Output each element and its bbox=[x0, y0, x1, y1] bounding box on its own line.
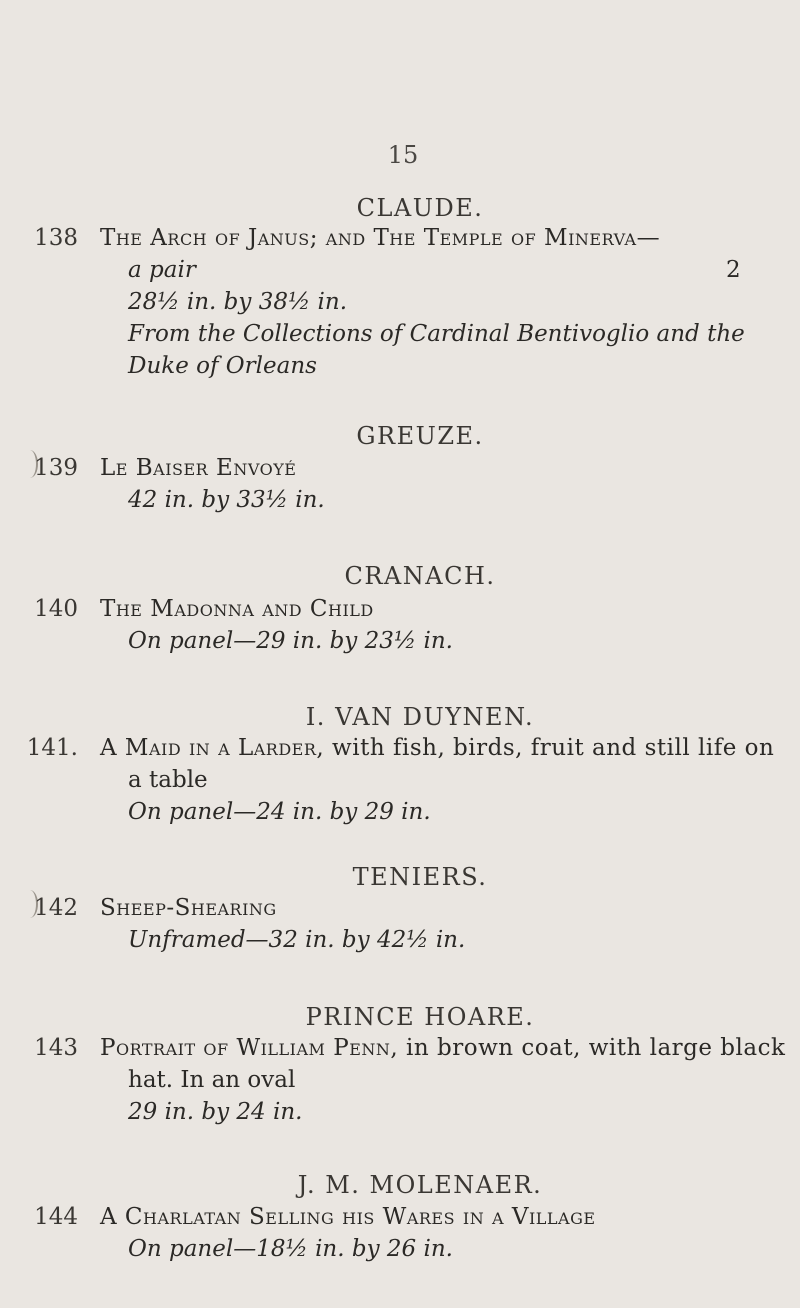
lot-title-rest: in brown coat, with large black bbox=[398, 1035, 786, 1061]
lot-dimensions bbox=[128, 289, 728, 315]
lot-title: Sheep-Shearing bbox=[100, 895, 277, 921]
lot-number: 140 bbox=[34, 596, 78, 622]
artist-name: GREUZE. bbox=[356, 422, 484, 450]
lot-number: 142 bbox=[34, 895, 78, 921]
lot-quantity: 2 bbox=[726, 257, 741, 283]
lot-provenance: From the Collections of Cardinal Bentivoglio and the bbox=[128, 321, 745, 347]
lot-description: hat. In an oval bbox=[128, 1067, 296, 1093]
lot-title: The Madonna and Child bbox=[100, 596, 374, 622]
lot-number: 141. bbox=[26, 735, 78, 761]
lot-title: Le Baiser Envoyé bbox=[100, 455, 297, 481]
lot-dimensions: Unframed—32 in. by 42½ in. bbox=[128, 927, 466, 953]
lot-provenance: Duke of Orleans bbox=[128, 353, 317, 379]
artist-name: J. M. MOLENAER. bbox=[297, 1171, 543, 1199]
lot-title bbox=[100, 735, 790, 761]
artist-name: PRINCE HOARE. bbox=[305, 1003, 535, 1031]
lot-title: A Charlatan Selling his Wares in a Village bbox=[100, 1204, 596, 1230]
lot-dimensions: On panel—29 in. by 23½ in. bbox=[128, 628, 453, 654]
lot-dimensions-text: 28½ in. by 38½ in. bbox=[128, 289, 348, 315]
lot-dimensions: On panel—24 in. by 29 in. bbox=[128, 799, 431, 825]
lot-title-main: Portrait of William Penn, bbox=[100, 1035, 399, 1061]
artist-name: CRANACH. bbox=[344, 562, 496, 590]
lot-number: 143 bbox=[34, 1035, 78, 1061]
lot-title-main: A Maid in a Larder, bbox=[100, 735, 325, 761]
lot-number: 138 bbox=[34, 225, 78, 251]
lot-title bbox=[100, 1035, 790, 1061]
lot-dimensions: On panel—18½ in. by 26 in. bbox=[128, 1236, 453, 1262]
lot-dimensions: 42 in. by 33½ in. bbox=[128, 487, 325, 513]
artist-name: CLAUDE. bbox=[356, 194, 484, 222]
lot-title: The Arch of Janus; and The Temple of Minerva— bbox=[100, 225, 661, 251]
lot-number: 139 bbox=[34, 455, 78, 481]
lot-description: a table bbox=[128, 767, 208, 793]
artist-name: I. VAN DUYNEN. bbox=[305, 703, 535, 731]
page-number: 15 bbox=[387, 141, 419, 169]
lot-title-rest: with fish, birds, fruit and still life on bbox=[324, 735, 775, 761]
lot-number: 144 bbox=[34, 1204, 78, 1230]
artist-name: TENIERS. bbox=[352, 863, 488, 891]
lot-description: a pair bbox=[128, 257, 196, 283]
lot-dimensions: 29 in. by 24 in. bbox=[128, 1099, 303, 1125]
